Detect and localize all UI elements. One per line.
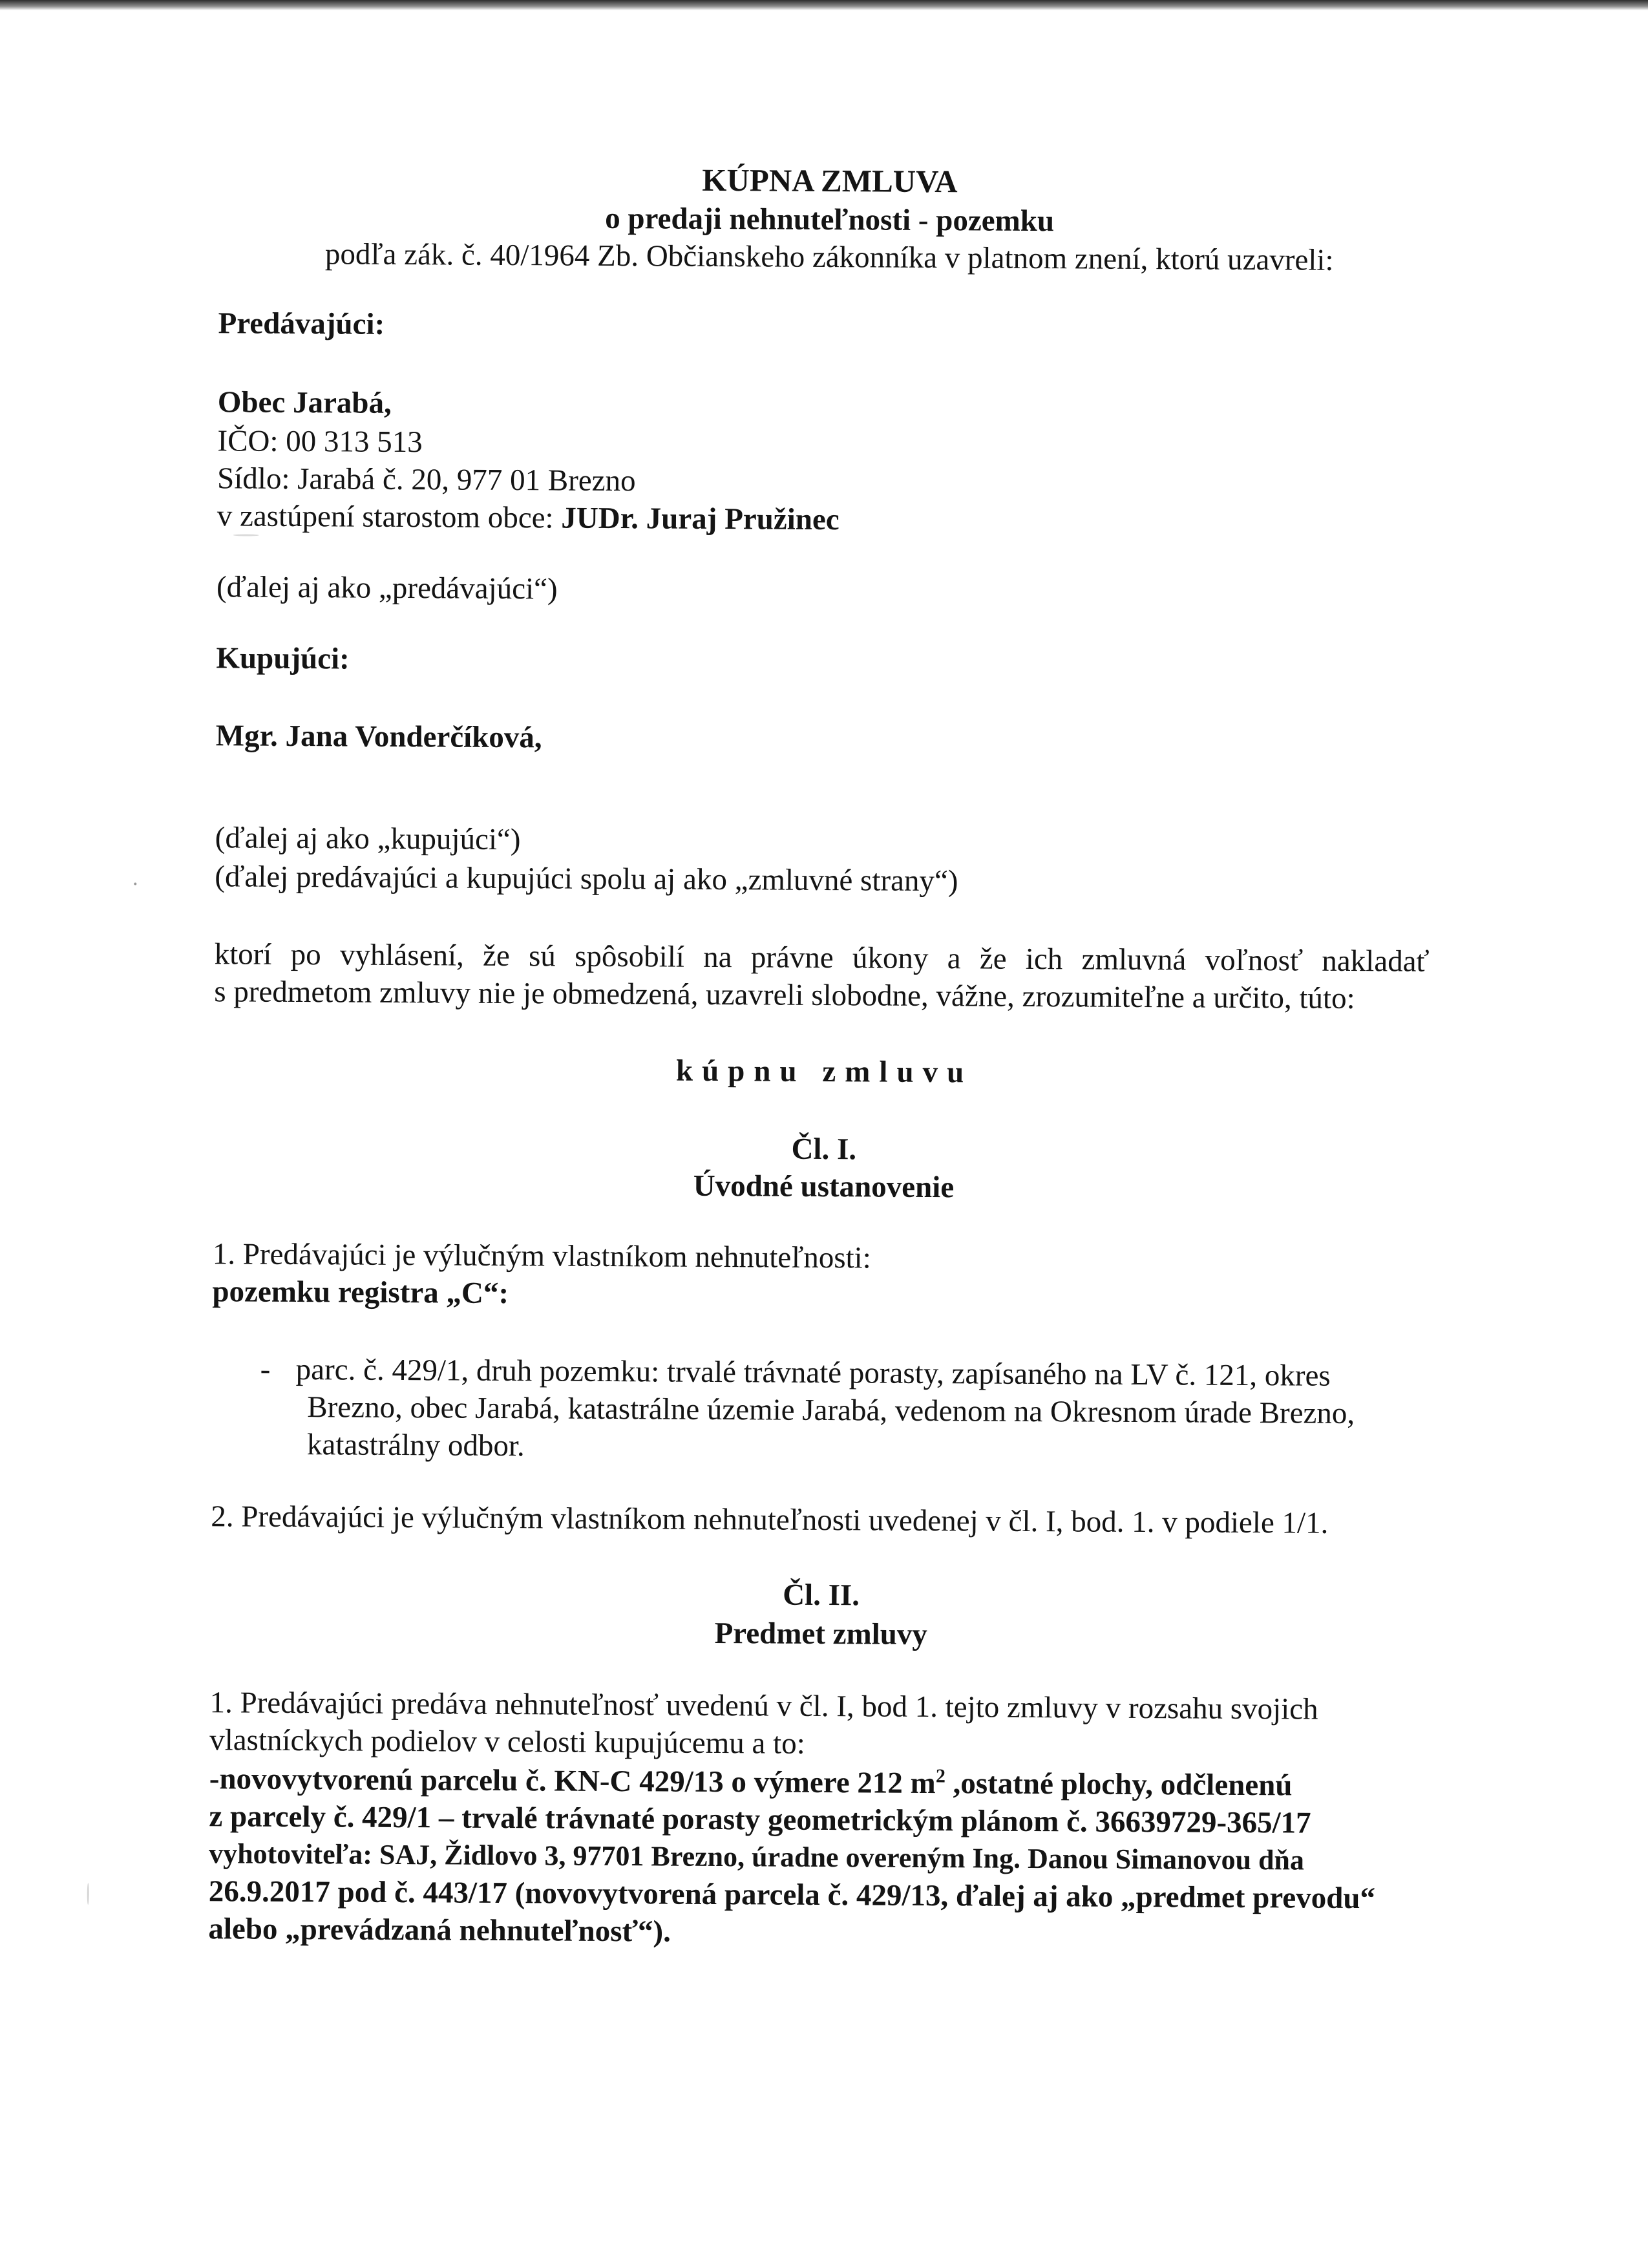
scan-speck [134,882,136,885]
seller-alias: (ďalej aj ako „predávajúci“) [216,570,558,606]
parties-alias: (ďalej predávajúci a kupujúci spolu aj ako „zmluvné strany“) [215,860,958,898]
buyer-name: Mgr. Jana Vonderčíková, [215,719,542,755]
register-label: pozemku registra „C“: [212,1275,509,1311]
subject-line-2: z parcely č. 429/1 – trvalé trávnaté porasty geometrickým plánom č. 36639729-365/17 [209,1799,1311,1840]
document-subtitle: o predaji nehnuteľnosti - pozemku [605,201,1055,238]
subject-line-1-tail: ,ostatné plochy, odčlenenú [945,1766,1293,1803]
preamble-line-1: ktorí po vyhlásení, že sú spôsobilí na právne úkony a že ich zmluvná voľnosť nakladať [214,937,1430,979]
buyer-alias: (ďalej aj ako „kupujúci“) [215,821,521,857]
representative-name: JUDr. Juraj Pružinec [561,501,840,537]
document-title: KÚPNA ZMLUVA [702,162,958,200]
parcel-item-line-2: Brezno, obec Jarabá, katastrálne územie Jarabá, vedenom na Okresnom úrade Brezno, [307,1390,1355,1431]
subject-line-1-text: -novovytvorenú parcelu č. KN-C 429/13 o výmere 212 m [209,1762,936,1801]
contract-word: kúpnu zmluvu [675,1054,973,1090]
article-2-number: Čl. II. [783,1578,860,1613]
article-1-paragraph-1: 1. Predávajúci je výlučným vlastníkom nehnuteľnosti: [212,1237,871,1275]
parcel-item-line-1: parc. č. 429/1, druh pozemku: trvalé trávnaté porasty, zapísaného na LV č. 121, okres [295,1353,1331,1393]
subject-line-4: 26.9.2017 pod č. 443/17 (novovytvorená parcela č. 429/13, ďalej aj ako „predmet prevodu“ [208,1874,1376,1916]
represented-prefix: v zastúpení starostom obce: [217,499,562,535]
legal-basis: podľa zák. č. 40/1964 Zb. Občianskeho zákonníka v platnom znení, ktorú uzavreli: [324,237,1334,277]
seller-name: Obec Jarabá, [217,385,392,420]
seller-ico: IČO: 00 313 513 [217,424,423,460]
article-2-paragraph-1-line-2: vlastníckych podielov v celosti kupujúcemu a to: [209,1723,805,1761]
buyer-heading: Kupujúci: [216,641,350,676]
seller-heading: Predávajúci: [218,306,385,341]
article-1-title: Úvodné ustanovenie [693,1169,955,1205]
subject-line-1 [209,1761,1293,1803]
area-unit-superscript: 2 [935,1765,945,1787]
article-1-paragraph-2: 2. Predávajúci je výlučným vlastníkom nehnuteľnosti uvedenej v čl. I, bod. 1. v podiele 1/1. [211,1500,1329,1540]
article-1-number: Čl. I. [791,1132,857,1167]
scan-speck [87,1883,89,1905]
subject-line-3: vyhotoviteľa: SAJ, Židlovo 3, 97701 Brezno, úradne overeným Ing. Danou Simanovou dňa [209,1838,1305,1876]
scan-speck [233,534,259,536]
preamble-line-2: s predmetom zmluvy nie je obmedzená, uzavreli slobodne, vážne, zrozumiteľne a určito, túto: [214,975,1355,1016]
article-2-paragraph-1-line-1: 1. Predávajúci predáva nehnuteľnosť uvedenú v čl. I, bod 1. tejto zmluvy v rozsahu svojich [209,1686,1318,1726]
subject-line-5: alebo „prevádzaná nehnuteľnosť“). [208,1912,671,1949]
list-dash: - [260,1352,271,1386]
article-2-title: Predmet zmluvy [714,1616,928,1651]
seller-seat: Sídlo: Jarabá č. 20, 977 01 Brezno [217,461,636,498]
seller-representative [217,498,840,538]
parcel-item-line-3: katastrálny odbor. [306,1428,525,1463]
